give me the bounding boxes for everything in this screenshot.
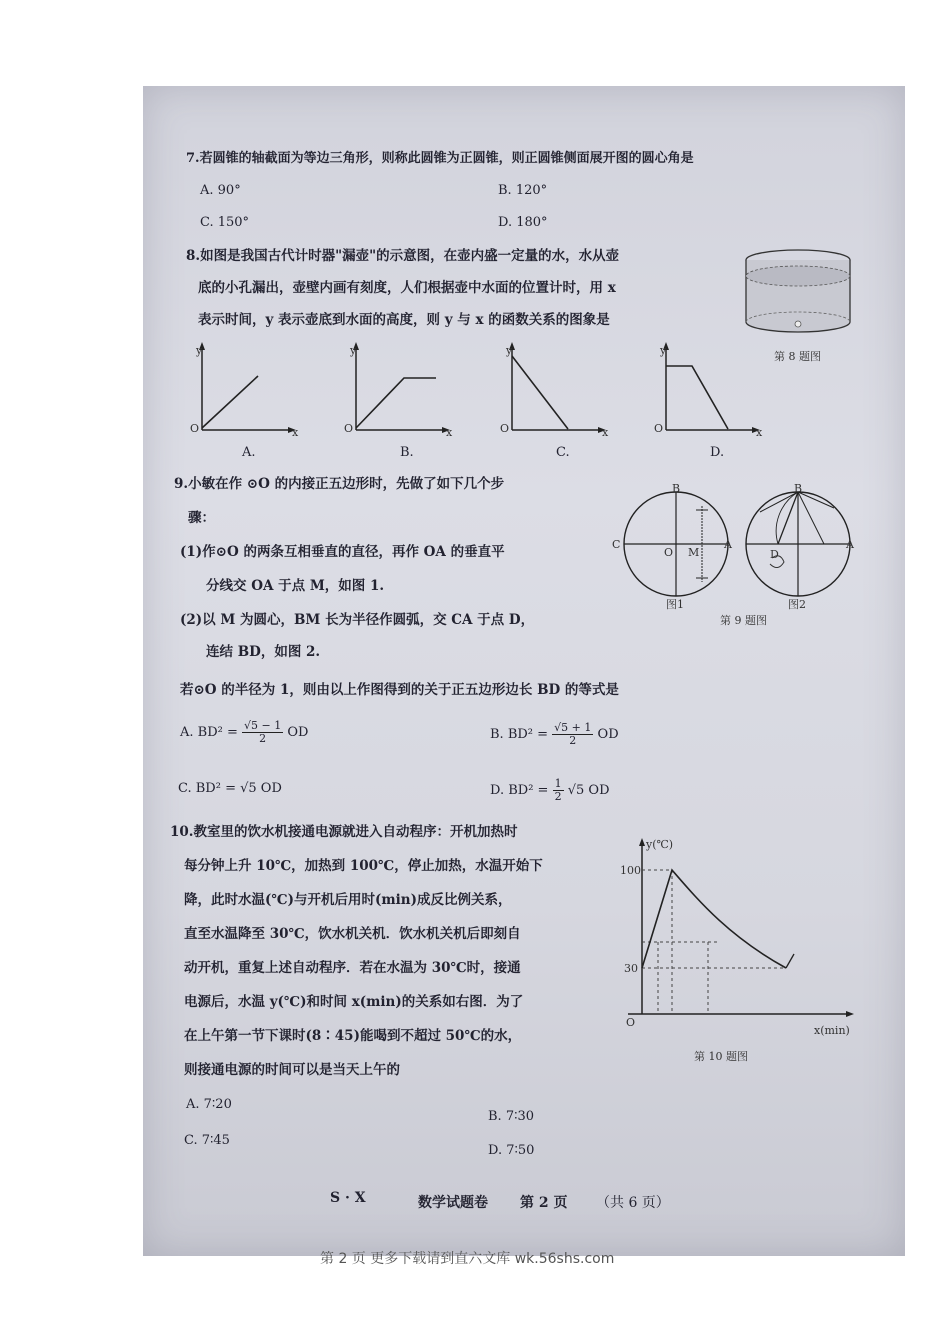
footer-title: 数学试题卷	[418, 1195, 488, 1211]
q8-line-2: 底的小孔漏出，壶壁内画有刻度，人们根据壶中水面的位置计时，用 x	[198, 280, 616, 296]
q8-graph-c-y: y	[506, 344, 513, 357]
q9-fig2-caption: 图2	[788, 598, 806, 611]
q9-option-a	[180, 720, 308, 745]
q8-graph-a-label: A.	[242, 445, 256, 460]
q10-option-d: D. 7∶50	[488, 1143, 535, 1158]
q9-fig1-label-a: A	[724, 538, 732, 551]
q8-graph-d-origin: O	[654, 422, 664, 435]
q8-graph-d-x: x	[756, 426, 763, 439]
q9-line-1: 9.小敏在作 ⊙O 的内接正五边形时，先做了如下几个步	[174, 476, 505, 492]
q7-option-c: C. 150°	[200, 215, 250, 230]
q8-graph-a-x: x	[292, 426, 299, 439]
q9-fig1-label-b: B	[672, 482, 681, 495]
q8-graph-b-origin: O	[344, 422, 354, 435]
q9-fig1-caption: 图1	[666, 598, 684, 611]
q8-graph-c-origin: O	[500, 422, 510, 435]
q9-option-b-prefix: B. BD² =	[490, 727, 549, 743]
q9-fig2-label-a: A	[846, 538, 854, 551]
q10-origin: O	[626, 1016, 636, 1029]
q9-step1-a: (1)作⊙O 的两条互相垂直的直径，再作 OA 的垂直平	[180, 544, 505, 560]
q8-graph-c-label: C.	[556, 445, 570, 460]
q10-axis-x-label: x(min)	[814, 1024, 850, 1037]
q8-graph-d-y: y	[660, 344, 667, 357]
q9-figure-caption: 第 9 题图	[720, 614, 767, 627]
q9-fig1-label-m: M	[688, 546, 700, 559]
q8-graph-d-label: D.	[710, 445, 725, 460]
q9-option-d	[490, 778, 610, 803]
q10-option-c: C. 7∶45	[184, 1133, 230, 1148]
q9-option-b-denominator: 2	[569, 734, 577, 748]
q8-graph-b-label: B.	[400, 445, 414, 460]
q9-fig2-label-d: D	[770, 548, 779, 561]
q10-line-6: 电源后，水温 y(℃)和时间 x(min)的关系如右图．为了	[184, 994, 524, 1010]
q8-graph-b	[342, 340, 452, 440]
q9-figure-1	[616, 484, 736, 604]
q9-option-b-fraction	[552, 722, 593, 747]
water-clock-figure	[742, 248, 854, 338]
q9-fig2-label-b: B	[794, 482, 803, 495]
q9-option-d-suffix: √5 OD	[567, 783, 610, 799]
q9-option-b-numerator: √5 + 1	[554, 721, 592, 734]
q10-axis-y-label: y(℃)	[646, 838, 674, 851]
q8-graph-a	[188, 340, 298, 440]
q10-temperature-graph	[618, 836, 858, 1026]
q8-graph-b-x: x	[446, 426, 453, 439]
q9-option-d-fraction	[553, 778, 564, 803]
q10-line-2: 每分钟上升 10℃，加热到 100℃，停止加热，水温开始下	[184, 858, 543, 874]
q8-graph-a-origin: O	[190, 422, 200, 435]
q9-option-c: C. BD² = √5 OD	[178, 781, 282, 796]
q9-fig1-label-o: O	[664, 546, 674, 559]
q8-graph-b-y: y	[350, 344, 357, 357]
q10-line-3: 降，此时水温(℃)与开机后用时(min)成反比例关系，	[184, 892, 512, 908]
q7-stem: 7.若圆锥的轴截面为等边三角形，则称此圆锥为正圆锥，则正圆锥侧面展开图的圆心角是	[186, 151, 694, 166]
q9-option-d-numerator: 1	[554, 777, 562, 790]
footer-page: 第 2 页	[520, 1195, 568, 1211]
q8-graph-a-y: y	[196, 344, 203, 357]
q10-figure-caption: 第 10 题图	[694, 1050, 748, 1063]
q10-line-4: 直至水温降至 30℃，饮水机关机．饮水机关机后即刻自	[184, 926, 521, 942]
q9-fig1-label-c: C	[612, 538, 621, 551]
q7-option-b: B. 120°	[498, 183, 548, 198]
q9-option-a-numerator: √5 − 1	[244, 719, 282, 732]
q9-option-d-prefix: D. BD² =	[490, 783, 549, 799]
q9-option-a-prefix: A. BD² =	[180, 725, 238, 741]
q9-option-d-denominator: 2	[554, 790, 562, 804]
q10-tick-100: 100	[620, 864, 641, 877]
q10-option-b: B. 7∶30	[488, 1109, 535, 1124]
q10-line-1: 10.教室里的饮水机接通电源就进入自动程序：开机加热时	[170, 824, 518, 840]
q8-graph-c-x: x	[602, 426, 609, 439]
q9-figure-2	[738, 484, 858, 604]
q9-option-a-denominator: 2	[259, 732, 267, 746]
q9-question-line: 若⊙O 的半径为 1，则由以上作图得到的关于正五边形边长 BD 的等式是	[180, 682, 619, 698]
q8-line-1: 8.如图是我国古代计时器"漏壶"的示意图，在壶内盛一定量的水，水从壶	[186, 248, 620, 264]
q9-option-a-fraction	[242, 720, 283, 745]
q9-step2-b: 连结 BD，如图 2.	[206, 644, 321, 660]
q7-option-a: A. 90°	[200, 183, 241, 198]
q8-figure-caption: 第 8 题图	[774, 350, 821, 363]
q10-line-8: 则接通电源的时间可以是当天上午的	[184, 1062, 400, 1078]
q9-option-b	[490, 722, 619, 747]
q8-graph-c	[498, 340, 608, 440]
footer-code: S · X	[330, 1190, 366, 1206]
q8-line-3: 表示时间，y 表示壶底到水面的高度，则 y 与 x 的函数关系的图象是	[198, 312, 610, 328]
bottom-download-text: 第 2 页 更多下载请到直六文库 wk.56shs.com	[320, 1251, 615, 1267]
q10-tick-30: 30	[624, 962, 638, 975]
q10-line-7: 在上午第一节下课时(8∶45)能喝到不超过 50℃的水，	[184, 1028, 522, 1044]
q9-step2-a: (2)以 M 为圆心，BM 长为半径作圆弧，交 CA 于点 D，	[180, 612, 535, 628]
q7-option-d: D. 180°	[498, 215, 548, 230]
q10-option-a: A. 7∶20	[186, 1097, 232, 1112]
q10-line-5: 动开机，重复上述自动程序．若在水温为 30℃时，接通	[184, 960, 521, 976]
q8-graph-d	[652, 340, 762, 440]
q9-line-2: 骤：	[188, 510, 215, 526]
footer-total: （共 6 页）	[596, 1195, 670, 1211]
q9-option-a-suffix: OD	[287, 725, 309, 741]
q9-option-b-suffix: OD	[597, 727, 619, 743]
q9-step1-b: 分线交 OA 于点 M，如图 1.	[206, 578, 385, 594]
